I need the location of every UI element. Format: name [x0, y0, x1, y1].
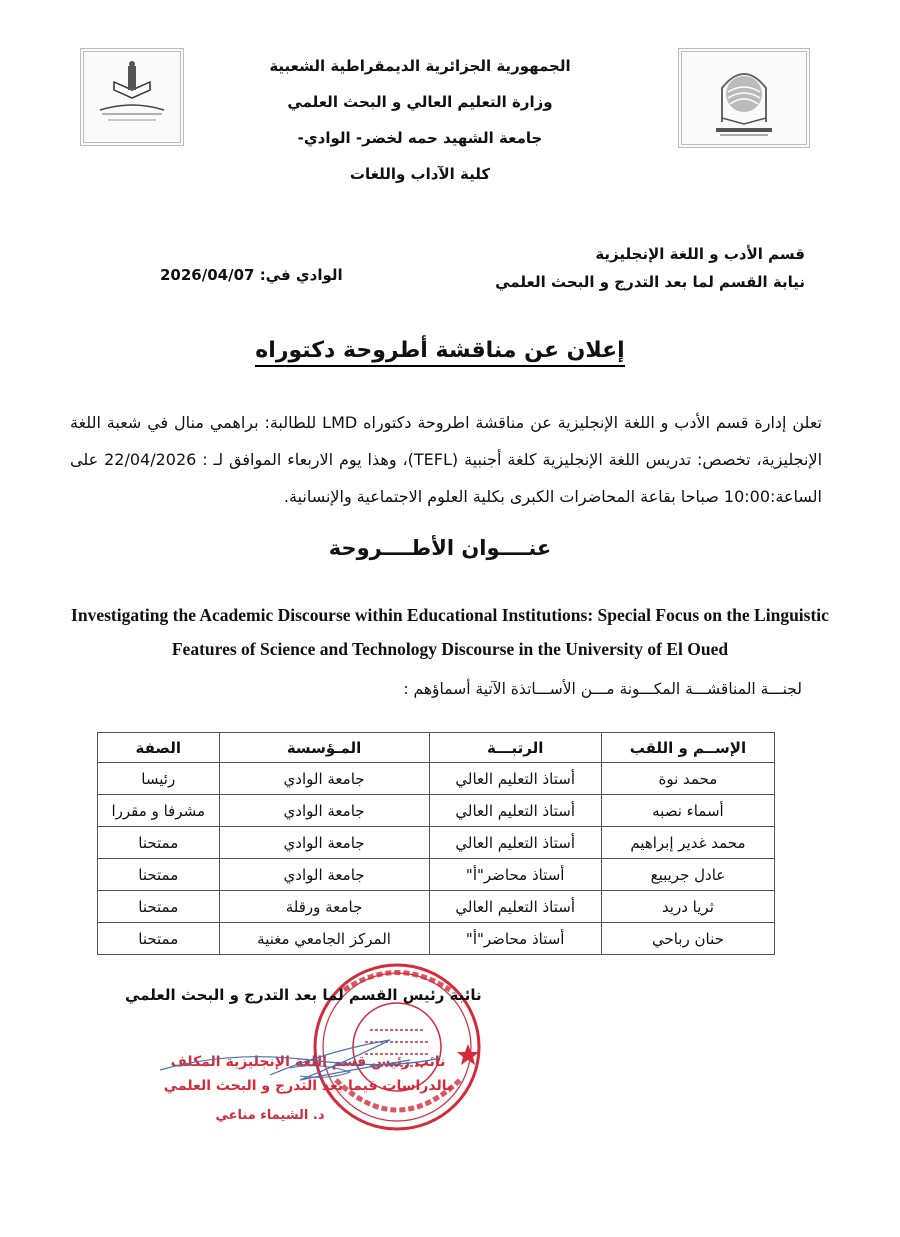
department-block — [495, 240, 805, 296]
table-row — [98, 827, 775, 859]
member-role: ممتحنا — [98, 859, 220, 891]
header-rank: الرتبـــة — [429, 733, 601, 763]
member-rank: أستاذ التعليم العالي — [429, 795, 601, 827]
handwritten-signature-icon — [150, 1030, 450, 1090]
header-line-university: جامعة الشهيد حمه لخضر- الوادي- — [297, 129, 543, 147]
member-rank: أستاذ محاضر"أ" — [429, 859, 601, 891]
table-row — [98, 891, 775, 923]
thesis-title-label: عنــــوان الأطــــروحة — [328, 536, 552, 560]
table-row — [98, 923, 775, 955]
member-institution: جامعة الوادي — [219, 763, 429, 795]
member-role: رئيسا — [98, 763, 220, 795]
member-institution: المركز الجامعي مغنية — [219, 923, 429, 955]
member-rank: أستاذ التعليم العالي — [429, 891, 601, 923]
department-office: نيابة القسم لما بعد التدرج و البحث العلمي — [495, 273, 805, 291]
member-rank: أستاذ التعليم العالي — [429, 763, 601, 795]
university-logo-icon — [682, 52, 806, 144]
department-name: قسم الأدب و اللغة الإنجليزية — [595, 245, 805, 263]
institution-header — [250, 48, 590, 192]
faculty-logo — [80, 48, 184, 146]
thesis-title: Investigating the Academic Discourse within Educational Institutions: Special Focus on the Linguistic Features of Science and Technology Discourse in the University of El Oued — [71, 605, 829, 659]
member-role: ممتحنا — [98, 923, 220, 955]
member-name: محمد نوة — [601, 763, 774, 795]
announcement-title-text: إعلان عن مناقشة أطروحة دكتوراه — [255, 338, 624, 367]
table-row — [98, 795, 775, 827]
member-name: ثريا دريد — [601, 891, 774, 923]
signatory-title: نائبة رئيس القسم لما بعد التدرج و البحث العلمي — [125, 986, 482, 1004]
table-header-row — [98, 733, 775, 763]
stamp-line-1: نائب رئيس قسم اللغة الإنجليزية المكلف — [170, 1054, 446, 1070]
header-line-faculty: كلية الآداب واللغات — [349, 165, 491, 183]
member-institution: جامعة الوادي — [219, 795, 429, 827]
member-name: محمد غدير إبراهيم — [601, 827, 774, 859]
committee-intro: لجنـــة المناقشـــة المكـــونة مـــن الأســـاتذة الآتية أسماؤهم : — [403, 680, 802, 698]
member-institution: جامعة الوادي — [219, 859, 429, 891]
announcement-title — [200, 338, 680, 363]
date-label: الوادي في: — [259, 266, 343, 284]
faculty-logo-icon — [84, 52, 180, 142]
member-role: ممتحنا — [98, 891, 220, 923]
header-institution: المـؤسسة — [219, 733, 429, 763]
document-date — [160, 266, 343, 284]
date-value: 2026/04/07 — [160, 266, 255, 284]
committee-table — [97, 732, 775, 955]
header-role: الصفة — [98, 733, 220, 763]
university-logo — [678, 48, 810, 148]
member-name: أسماء نصبه — [601, 795, 774, 827]
member-name: حنان رباحي — [601, 923, 774, 955]
table-row — [98, 763, 775, 795]
stamp-name: د. الشيماء مناعي — [215, 1108, 325, 1123]
member-institution: جامعة ورقلة — [219, 891, 429, 923]
header-line-republic: الجمهورية الجزائرية الديمقراطية الشعبية — [269, 57, 571, 75]
table-row — [98, 859, 775, 891]
header-name: الإســم و اللقب — [601, 733, 774, 763]
member-role: مشرفا و مقررا — [98, 795, 220, 827]
member-role: ممتحنا — [98, 827, 220, 859]
member-rank: أستاذ محاضر"أ" — [429, 923, 601, 955]
header-line-ministry: وزارة التعليم العالي و البحث العلمي — [287, 93, 553, 111]
member-rank: أستاذ التعليم العالي — [429, 827, 601, 859]
member-name: عادل جريبيع — [601, 859, 774, 891]
announcement-body: تعلن إدارة قسم الأدب و اللغة الإنجليزية عن مناقشة اطروحة دكتوراه LMD للطالبة: براهمي منال في شعبة اللغة الإنجليزية، تخصص: تدريس اللغة الإنجليزية كلغة أجنبية (TEFL)، وهذا يوم الاربعاء الموافق لـ : 22/04/2026 على الساعة:10:00 صباحا بقاعة المحاضرات الكبرى بكلية العلوم الاجتماعية والإنسانية. — [70, 413, 823, 506]
member-institution: جامعة الوادي — [219, 827, 429, 859]
stamp-line-2: بالدراسات فيما بعد التدرج و البحث العلمي — [163, 1078, 453, 1094]
